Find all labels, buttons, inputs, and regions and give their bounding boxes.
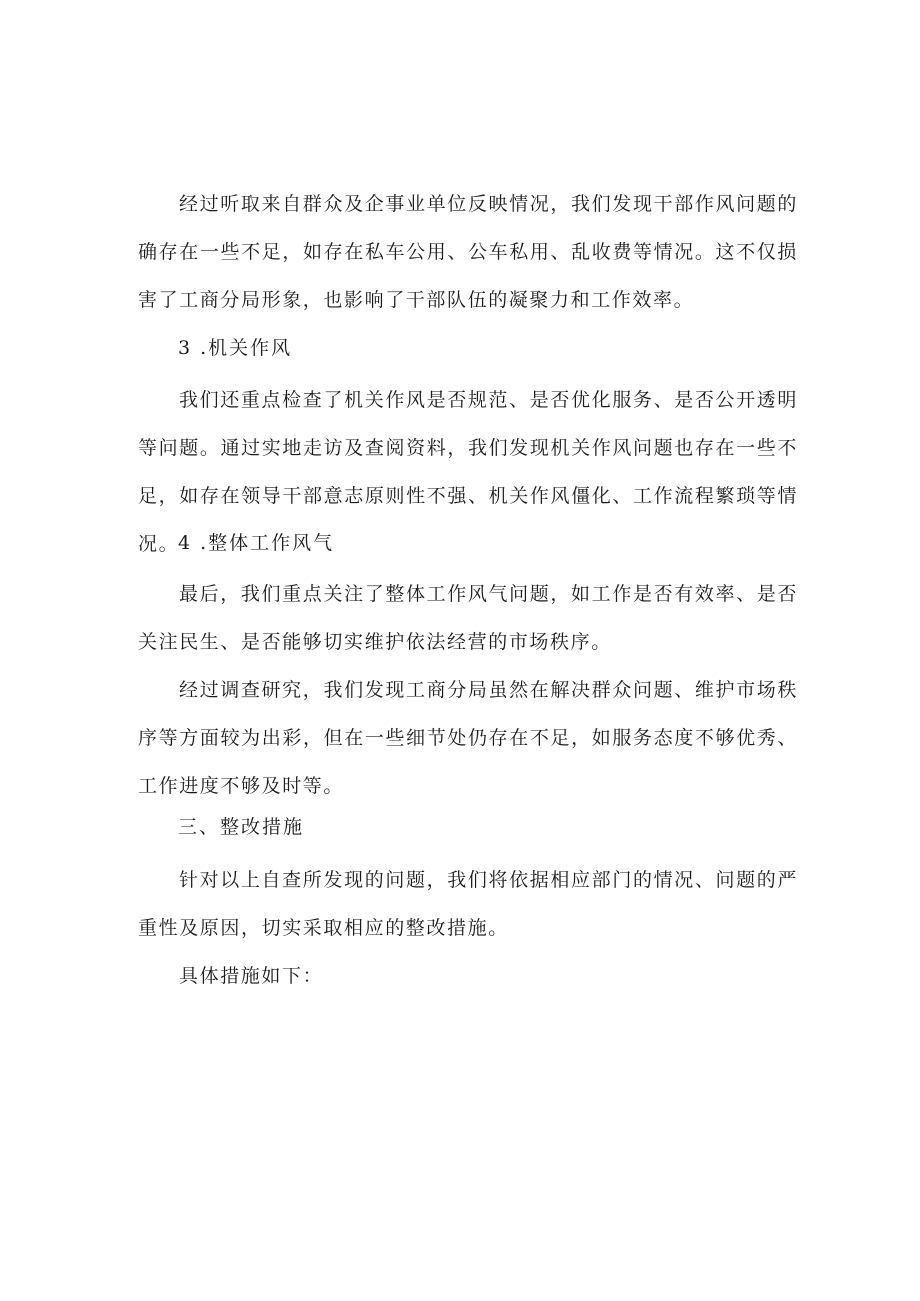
paragraph-investigation-result: 经过调查研究，我们发现工商分局虽然在解决群众问题、维护市场秩序等方面较为出彩，但在一些细节处仍存在不足，如服务态度不够优秀、工作进度不够及时等。 bbox=[138, 679, 798, 797]
paragraph-measures-lead: 具体措施如下： bbox=[179, 965, 324, 987]
heading-overall-atmosphere: 4 .整体工作风气 bbox=[178, 532, 335, 554]
paragraph-organ-conduct: 我们还重点检查了机关作风是否规范、是否优化服务、是否公开透明等问题。通过实地走访及查阅资料，我们发现机关作风问题也存在一些不足，如存在领导干部意志原则性不强、机关作风僵化、工作流程繁琐等情况。 bbox=[138, 389, 798, 555]
section-heading-rectification: 三、整改措施 bbox=[178, 816, 305, 838]
heading-organ-conduct: 3 .机关作风 bbox=[178, 337, 293, 359]
paragraph-rectification-intro: 针对以上自查所发现的问题，我们将依据相应部门的情况、问题的严重性及原因，切实采取相应的整改措施。 bbox=[138, 869, 798, 939]
paragraph-cadre-conduct: 经过听取来自群众及企事业单位反映情况，我们发现干部作风问题的确存在一些不足，如存在私车公用、公车私用、乱收费等情况。这不仅损害了工商分局形象，也影响了干部队伍的凝聚力和工作效率。 bbox=[138, 193, 798, 311]
paragraph-overall-atmosphere: 最后，我们重点关注了整体工作风气问题，如工作是否有效率、是否关注民生、是否能够切实维护依法经营的市场秩序。 bbox=[138, 583, 798, 653]
